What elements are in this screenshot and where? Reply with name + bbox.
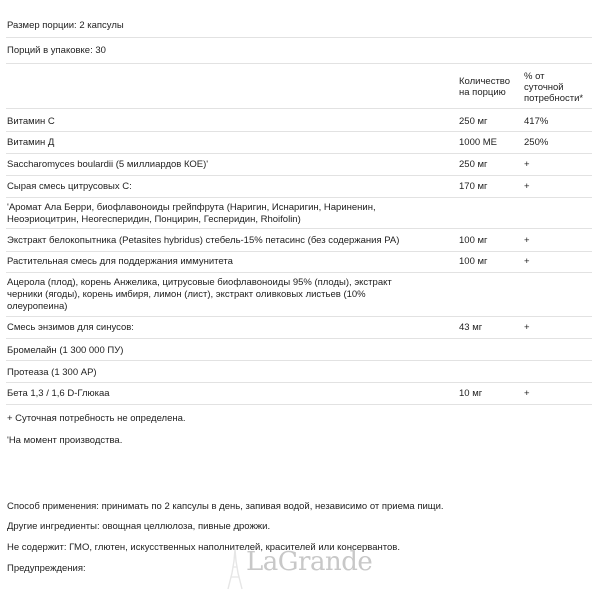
nutrient-amount: 43 мг: [459, 322, 483, 333]
nutrient-amount: 1000 МЕ: [459, 137, 498, 148]
nutrient-name: Витамин Д: [7, 137, 55, 148]
footnote-daily-value: + Суточная потребность не определена.: [7, 413, 186, 424]
divider: [6, 338, 592, 339]
warnings-heading: Предупреждения:: [7, 563, 86, 574]
nutrient-name: Бромелайн (1 300 000 ПУ): [7, 345, 124, 356]
servings-per-container: Порций в упаковке: 30: [7, 45, 106, 56]
nutrient-dv: +: [524, 388, 530, 399]
nutrient-amount: 250 мг: [459, 159, 488, 170]
divider: [6, 197, 592, 198]
nutrient-dv: 250%: [524, 137, 549, 148]
nutrient-name: Растительная смесь для поддержания иммунитета: [7, 256, 233, 267]
divider: [6, 37, 592, 38]
footnote-manufacture: 'На момент производства.: [7, 435, 123, 446]
watermark-text: LaGrande: [246, 547, 373, 577]
nutrient-amount: 170 мг: [459, 181, 488, 192]
nutrient-dv: 417%: [524, 116, 549, 127]
nutrient-dv: +: [524, 322, 530, 333]
divider: [6, 404, 592, 405]
divider: [6, 382, 592, 383]
nutrient-dv: +: [524, 235, 530, 246]
does-not-contain: Не содержит: ГМО, глютен, искусственных наполнителей, красителей или консервантов.: [7, 542, 400, 553]
divider: [6, 251, 592, 252]
nutrient-name: Витамин С: [7, 116, 55, 127]
nutrient-amount: 250 мг: [459, 116, 488, 127]
nutrient-subingredients: Ацерола (плод), корень Анжелика, цитрусовые биофлавоноиды 95% (плоды), экстракт черники (ягоды), корень имбиря, лимон (лист), экстракт оливковых листьев (10% олеуропеина): [7, 277, 392, 312]
nutrient-dv: +: [524, 181, 530, 192]
nutrient-subingredients: 'Аромат Ала Берри, биофлавоноиды грейпфрута (Наригин, Иснаригин, Нариненин, Неоэриоцитрин, Неогесперидин, Понцирин, Гесперидин, Rhoifolin): [7, 202, 376, 225]
usage-instructions: Способ применения: принимать по 2 капсулы в день, запивая водой, независимо от приема пищи.: [7, 501, 444, 512]
nutrient-amount: 10 мг: [459, 388, 483, 399]
header-amount-per-serving: Количество на порцию: [459, 76, 511, 98]
nutrient-name: Бета 1,3 / 1,6 D-Глюкаа: [7, 388, 110, 399]
divider: [6, 272, 592, 273]
divider: [6, 108, 592, 109]
nutrient-name: Протеаза (1 300 АР): [7, 367, 97, 378]
other-ingredients: Другие ингредиенты: овощная целлюлоза, пивные дрожжи.: [7, 521, 271, 532]
nutrient-name: Смесь энзимов для синусов:: [7, 322, 134, 333]
divider: [6, 153, 592, 154]
divider: [6, 131, 592, 132]
nutrient-dv: +: [524, 256, 530, 267]
header-daily-value: % от суточной потребности*: [524, 71, 584, 104]
divider: [6, 63, 592, 64]
nutrient-name: Экстракт белокопытника (Petasites hybridus) стебель-15% петасинс (без содержания PA): [7, 235, 400, 246]
serving-size: Размер порции: 2 капсулы: [7, 20, 124, 31]
divider: [6, 228, 592, 229]
nutrient-dv: +: [524, 159, 530, 170]
nutrient-name: Saccharomyces boulardii (5 миллиардов КОЕ)': [7, 159, 209, 170]
nutrient-name: Сырая смесь цитрусовых С:: [7, 181, 132, 192]
divider: [6, 316, 592, 317]
nutrient-amount: 100 мг: [459, 256, 488, 267]
divider: [6, 175, 592, 176]
nutrient-amount: 100 мг: [459, 235, 488, 246]
divider: [6, 360, 592, 361]
